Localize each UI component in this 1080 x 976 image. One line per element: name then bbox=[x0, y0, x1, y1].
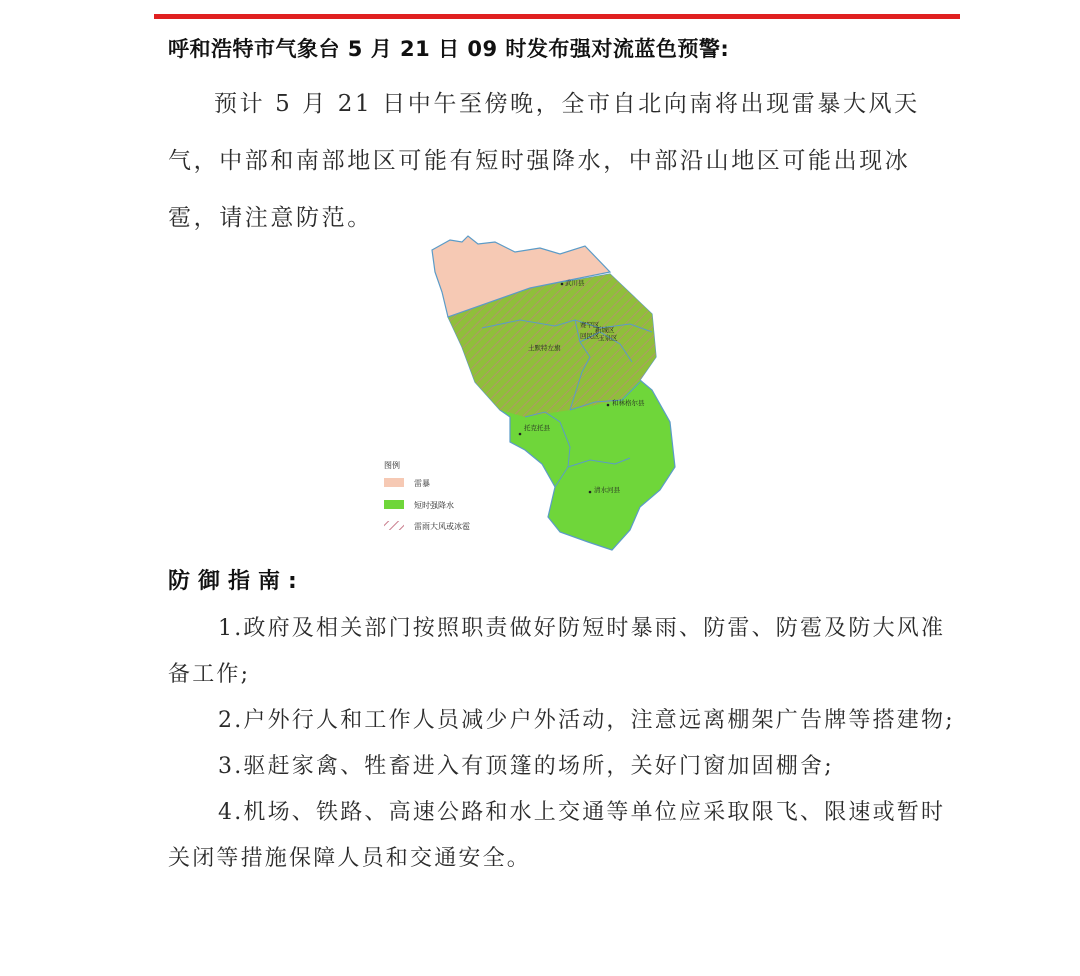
place-label: 新城区 bbox=[595, 326, 615, 334]
guide-item: 1.政府及相关部门按照职责做好防短时暴雨、防雷、防雹及防大风准备工作; bbox=[168, 616, 946, 687]
place-label: 赛罕区 bbox=[580, 321, 600, 329]
place-label: 回民区 bbox=[580, 332, 600, 340]
place-label: 清水河县 bbox=[594, 486, 620, 494]
place-label: 托克托县 bbox=[524, 424, 550, 432]
place-label: 武川县 bbox=[565, 279, 585, 287]
guide-list bbox=[168, 606, 958, 882]
map-legend bbox=[384, 460, 470, 531]
header-red-rule bbox=[154, 14, 960, 19]
guide-title: 防御指南: bbox=[168, 569, 305, 594]
guide-item: 4.机场、铁路、高速公路和水上交通等单位应采取限飞、限速或暂时关闭等措施保障人员和交通安全。 bbox=[168, 800, 946, 871]
place-label: 和林格尔县 bbox=[612, 399, 645, 407]
page-title: 呼和浩特市气象台 5 月 21 日 09 时发布强对流蓝色预警: bbox=[168, 37, 730, 61]
legend-swatch-hail bbox=[384, 521, 404, 530]
legend-label: 雷雨大风或冰雹 bbox=[414, 522, 470, 531]
place-label: 玉泉区 bbox=[598, 334, 618, 342]
place-label: 土默特左旗 bbox=[528, 344, 561, 352]
guide-item: 3.驱赶家禽、牲畜进入有顶篷的场所，关好门窗加固棚舍; bbox=[218, 754, 834, 779]
legend-label: 雷暴 bbox=[414, 479, 430, 488]
legend-title: 图例 bbox=[384, 461, 400, 470]
legend-label: 短时强降水 bbox=[414, 501, 454, 510]
warning-map bbox=[370, 232, 700, 557]
bulletin-text: 预计 5 月 21 日中午至傍晚，全市自北向南将出现雷暴大风天气，中部和南部地区可能有短时强降水，中部沿山地区可能出现冰雹，请注意防范。 bbox=[168, 91, 920, 231]
legend-swatch-rain bbox=[384, 500, 404, 509]
guide-item: 2.户外行人和工作人员减少户外活动，注意远离棚架广告牌等搭建物; bbox=[218, 708, 955, 733]
legend-swatch-thunder bbox=[384, 478, 404, 487]
